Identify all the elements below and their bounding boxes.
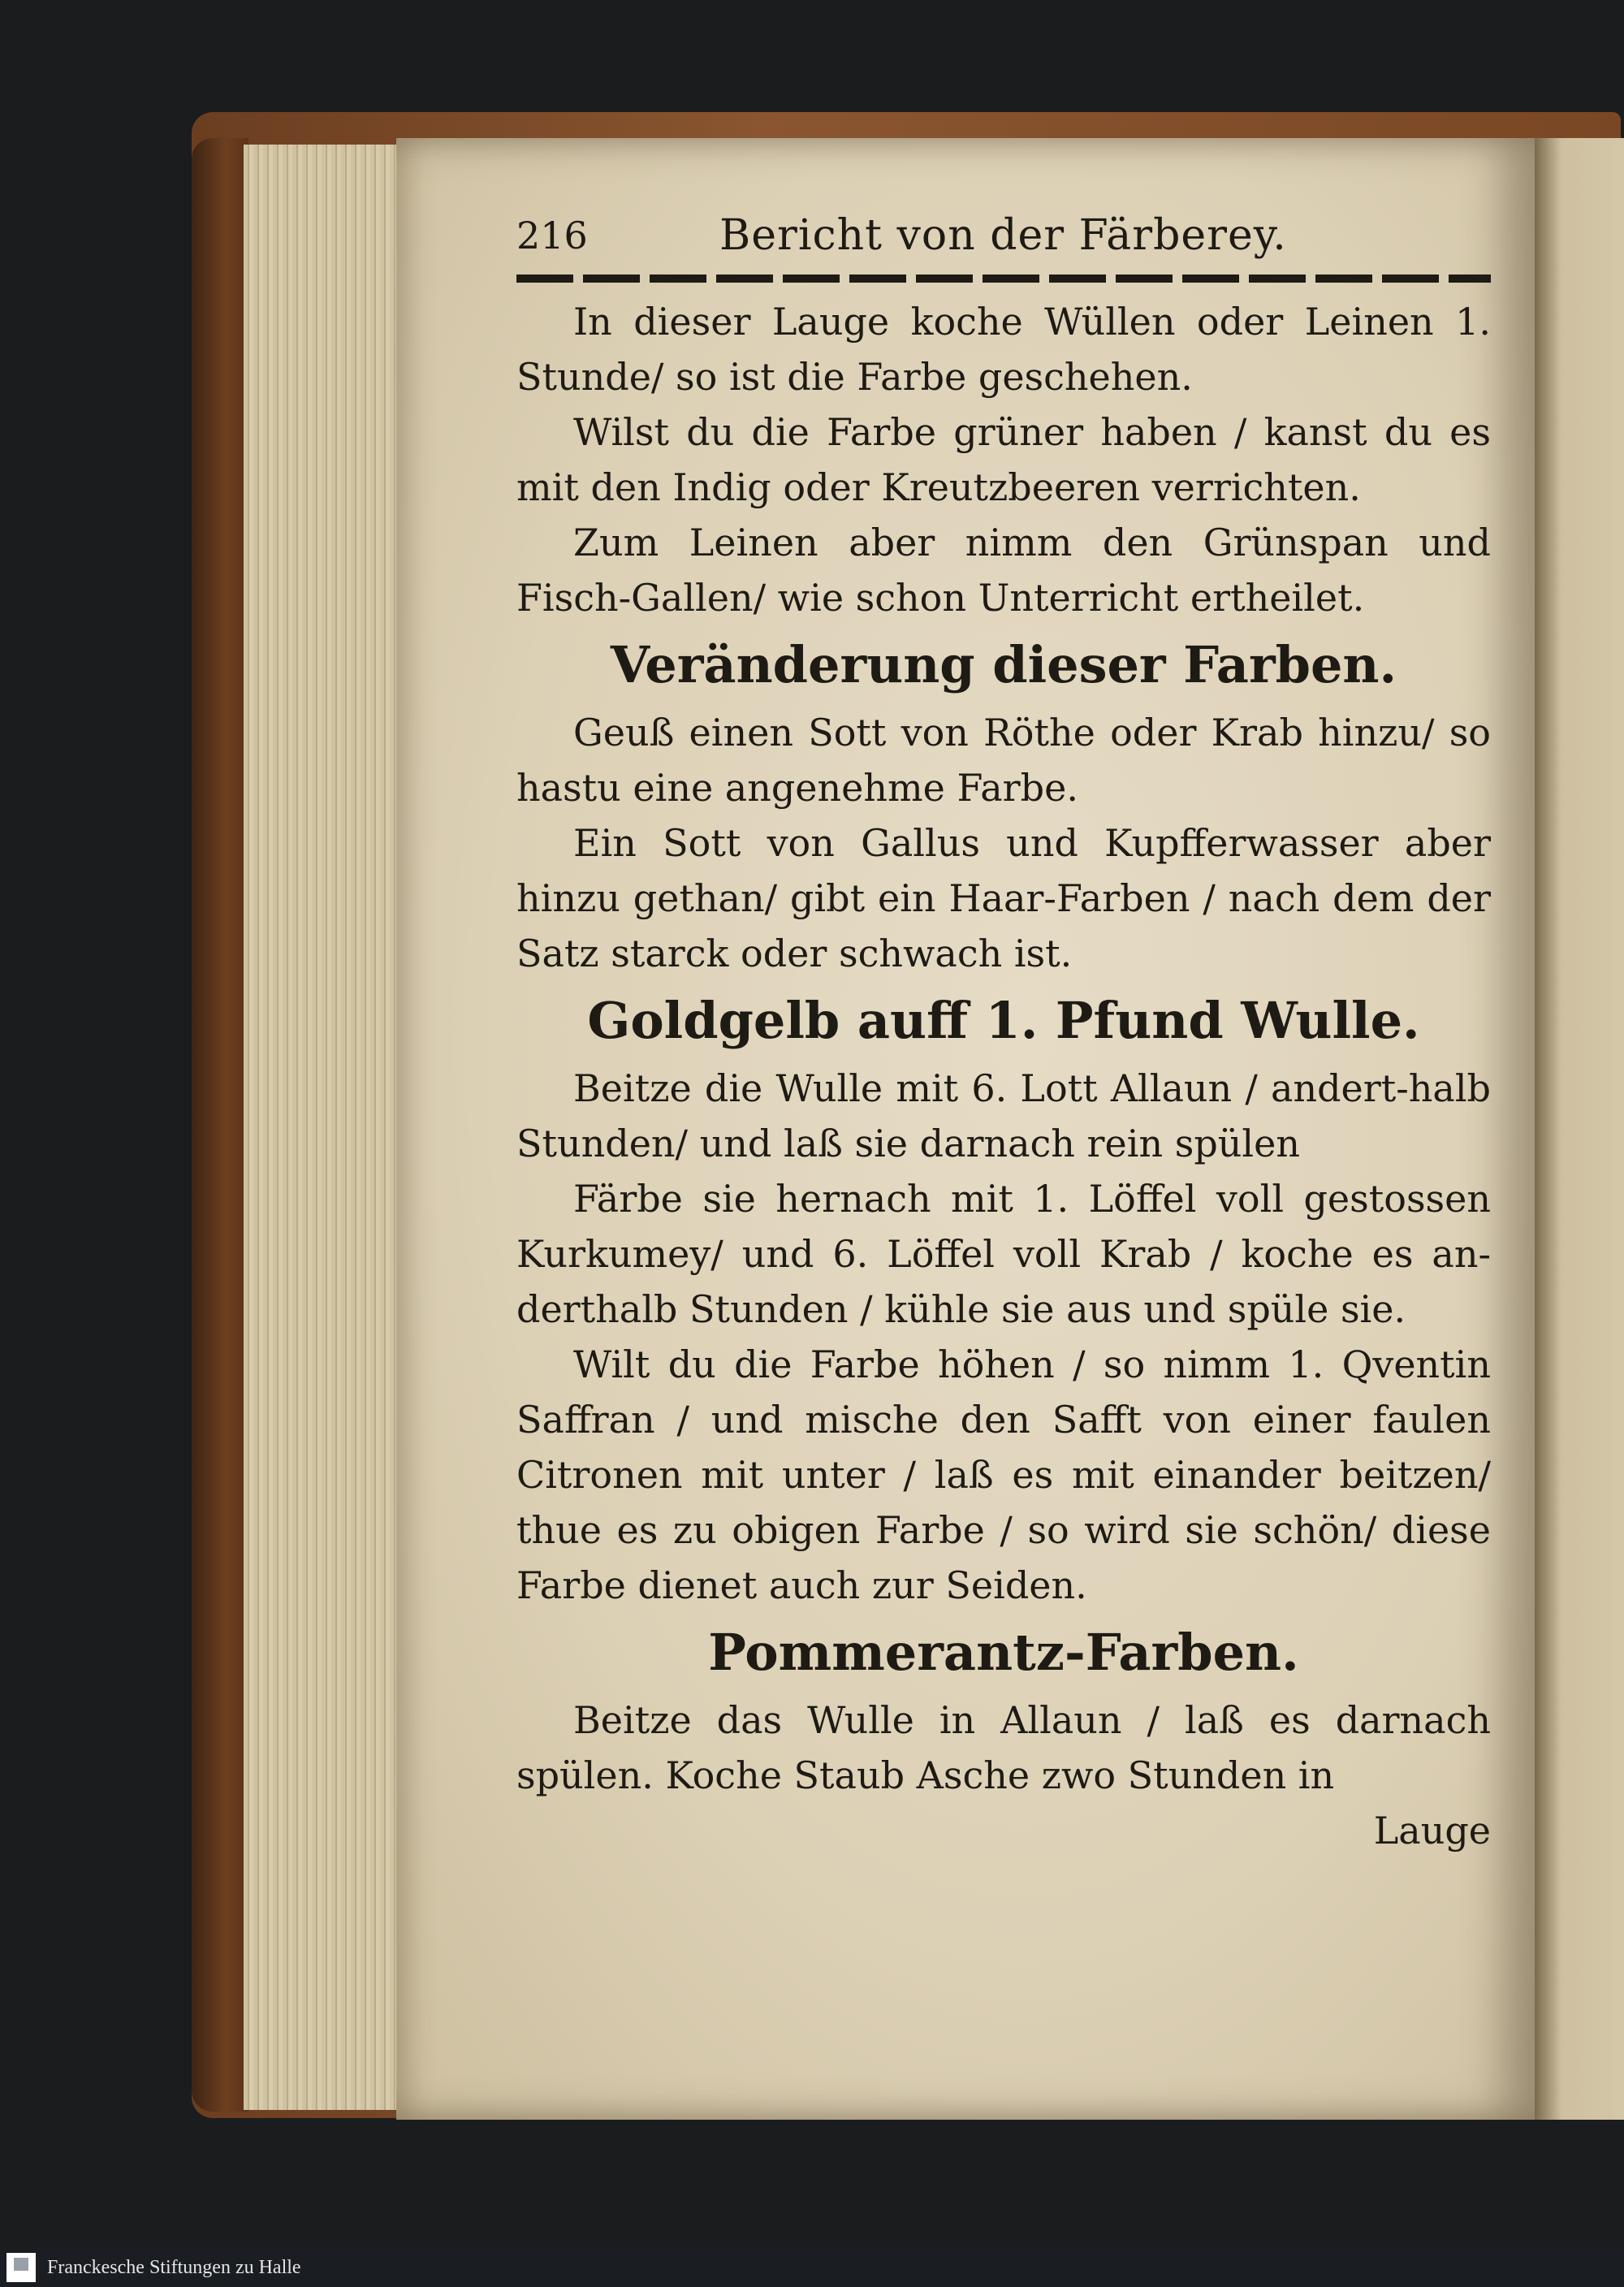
page-content [516,203,1491,1858]
facing-page-edge [1535,138,1624,2120]
institution-logo-icon [6,2253,36,2282]
section-heading: Veränderung dieser Farben. [610,635,1397,694]
paragraph: Wilt du die Farbe höhen / so nimm 1. Qventin Saffran / und mische den Safft von einer faulen Citronen mit unter / laß es mit einander beitzen/ thue es zu obigen Farbe / so wird sie schön/ diese Farbe dienet auch zur Seiden. [516,1342,1491,1607]
paragraph: Zum Leinen aber nimm den Grünspan und Fisch-Gallen/ wie schon Unterricht ertheilet. [516,521,1491,620]
book-spine [192,138,248,2112]
section-heading: Goldgelb auff 1. Pfund Wulle. [587,991,1420,1050]
header-rule [516,275,1491,283]
paragraph: Färbe sie hernach mit 1. Löffel voll gestossen Kurkumey/ und 6. Löffel voll Krab / koche es an-derthalb Stunden / kühle sie aus und spüle sie. [516,1177,1491,1331]
paragraph: Beitze das Wulle in Allaun / laß es darnach spülen. Koche Staub Asche zwo Stunden in [516,1698,1491,1797]
page-stack-edges [244,145,406,2110]
footer-bar [0,2248,1624,2287]
catchword: Lauge [1373,1809,1491,1853]
page-header [516,203,1491,268]
paragraph: Ein Sott von Gallus und Kupfferwasser aber hinzu gethan/ gibt ein Haar-Farben / nach dem der Satz starck oder schwach ist. [516,821,1491,975]
paragraph: Beitze die Wulle mit 6. Lott Allaun / andert-halb Stunden/ und laß sie darnach rein spülen [516,1066,1491,1165]
paragraph: In dieser Lauge koche Wüllen oder Leinen 1. Stunde/ so ist die Farbe geschehen. [516,300,1491,399]
section-heading: Pommerantz-Farben. [708,1623,1299,1682]
running-title: Bericht von der Färberey. [719,211,1287,260]
page-number: 216 [516,214,588,257]
body-text [516,294,1491,1803]
footer-credit: Franckesche Stiftungen zu Halle [47,2257,301,2278]
paragraph: Geuß einen Sott von Röthe oder Krab hinzu/ so hastu eine angenehme Farbe. [516,711,1491,810]
paragraph: Wilst du die Farbe grüner haben / kanst du es mit den Indig oder Kreutzbeeren verrichten. [516,410,1491,509]
